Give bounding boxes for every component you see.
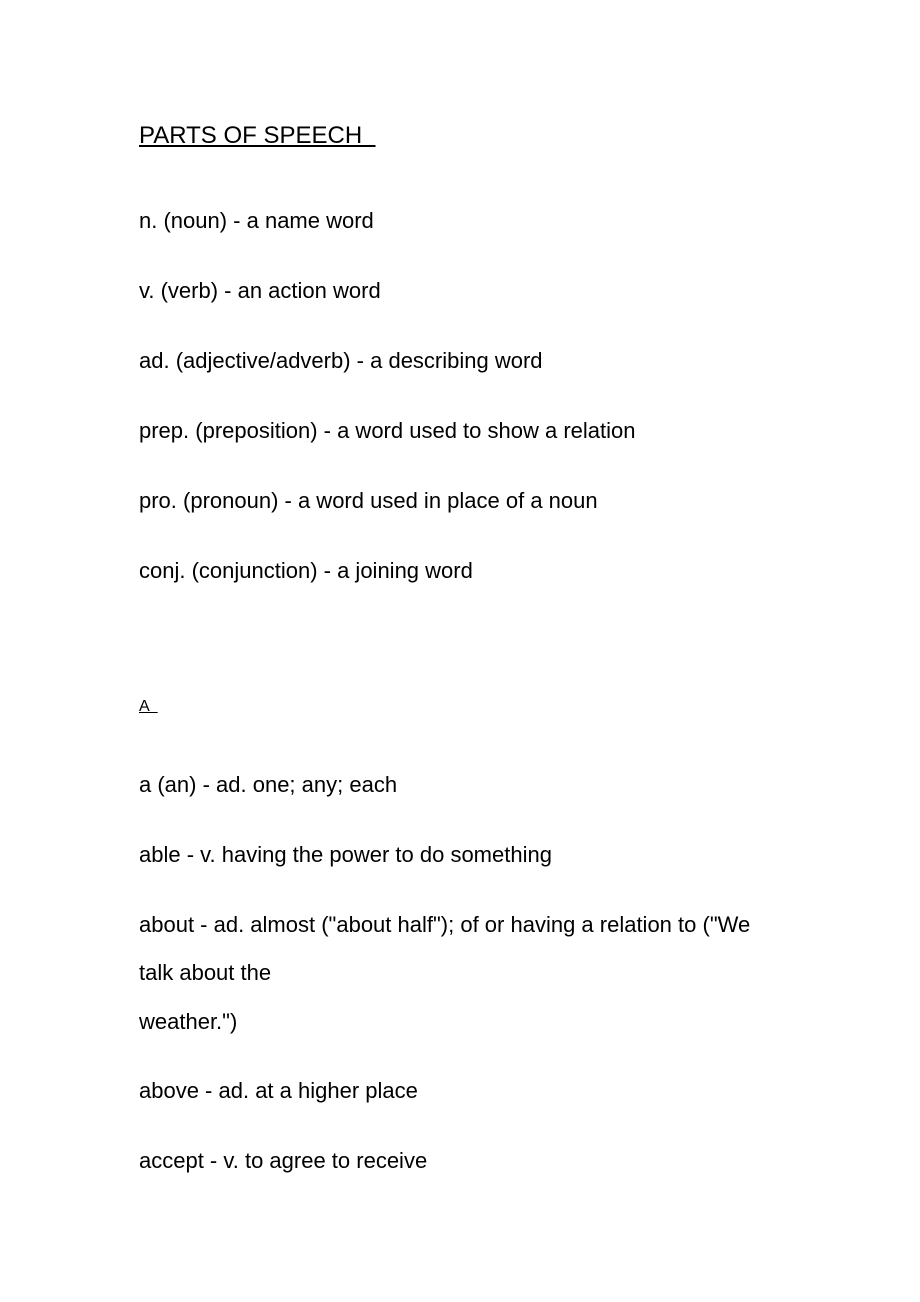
pos-preposition: prep. (preposition) - a word used to show a relation xyxy=(139,418,636,443)
entry-about-continued: talk about the xyxy=(139,960,272,985)
pos-conjunction: conj. (conjunction) - a joining word xyxy=(139,558,473,583)
page-title: PARTS OF SPEECH xyxy=(139,122,376,149)
entry-a-an: a (an) - ad. one; any; each xyxy=(139,772,398,797)
section-letter-heading: A xyxy=(139,698,158,715)
entry-able: able - v. having the power to do something xyxy=(139,842,552,867)
pos-adjective-adverb: ad. (adjective/adverb) - a describing word xyxy=(139,348,543,373)
pos-pronoun: pro. (pronoun) - a word used in place of a noun xyxy=(139,488,598,513)
entry-above: above - ad. at a higher place xyxy=(139,1078,418,1103)
entry-about: about - ad. almost ("about half"); of or having a relation to ("We xyxy=(139,912,751,937)
pos-noun: n. (noun) - a name word xyxy=(139,208,374,233)
pos-verb: v. (verb) - an action word xyxy=(139,278,381,303)
entry-about-continued-2: weather.") xyxy=(139,1009,238,1034)
entry-accept: accept - v. to agree to receive xyxy=(139,1148,428,1173)
